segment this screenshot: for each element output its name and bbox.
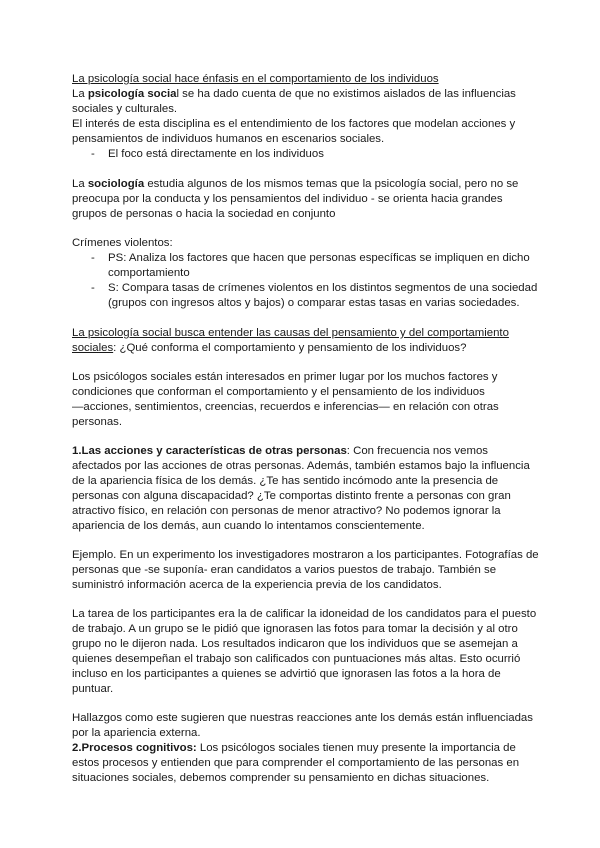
paragraph-line [72, 341, 466, 356]
paragraph-line: personas. [72, 416, 123, 428]
paragraph-line: Ejemplo. En un experimento los investigadores mostraron a los participantes. Fotografías de [72, 549, 539, 561]
section-heading: La psicología social hace énfasis en el comportamiento de los individuos [72, 73, 439, 85]
underlined-text: sociales [72, 342, 114, 354]
paragraph-line [72, 444, 488, 459]
paragraph-line: por la apariencia externa. [72, 727, 201, 739]
bold-heading: 2.Procesos cognitivos: [72, 742, 197, 754]
bullet-dash: - [91, 282, 95, 294]
bullet-dash: - [91, 148, 95, 160]
paragraph-line: personas que -se suponía- eran candidatos a varios puestos de trabajo. También se [72, 564, 497, 576]
bold-heading: 1.Las acciones y características de otras personas [72, 445, 347, 457]
text-run: estudia algunos de los mismos temas que la psicología social, pero no se [144, 178, 519, 190]
paragraph-line: situaciones sociales, debemos comprender su pensamiento en dichas situaciones. [72, 772, 490, 784]
paragraph-line: sociales y culturales. [72, 103, 178, 115]
paragraph-line: suministró información acerca de la experiencia previa de los candidatos. [72, 579, 442, 591]
section-heading: La psicología social busca entender las causas del pensamiento y del comportamiento [72, 327, 509, 339]
text-run: La [72, 178, 88, 190]
paragraph-line: El interés de esta disciplina es el entendimiento de los factores que modelan acciones y [72, 118, 516, 130]
paragraph-line: personas con alguna discapacidad? ¿Te comportas distinto frente a personas con gran [72, 490, 511, 502]
paragraph-line: de trabajo. A un grupo se le pidió que ignorasen las fotos para tomar la decisión y al otro [72, 623, 518, 635]
bullet-dash: - [91, 252, 95, 264]
bullet-item-continuation: comportamiento [108, 267, 190, 279]
text-run: La [72, 88, 88, 100]
bold-term: psicología socia [87, 88, 177, 100]
paragraph-line: afectados por las acciones de otras personas. Además, también estamos bajo la influencia [72, 460, 530, 472]
paragraph-line: quienes desempeñan el trabajo son calificados con puntuaciones más altas. Esto ocurrió [72, 653, 521, 665]
paragraph-line: pensamientos de individuos humanos en escenarios sociales. [72, 133, 385, 145]
paragraph-line: condiciones que conforman el comportamiento y el pensamiento de los individuos [72, 386, 485, 398]
paragraph-line: La tarea de los participantes era la de calificar la idoneidad de los candidatos para el puesto [72, 608, 537, 620]
paragraph-line: preocupa por la conducta y los pensamientos del individuo - se orienta hacia grandes [72, 193, 503, 205]
paragraph-line: Los psicólogos sociales están interesados en primer lugar por los muchos factores y [72, 371, 498, 383]
paragraph-line [72, 741, 516, 756]
paragraph-line: atractivo físico, en relación con personas de menor atractivo? No podemos ignorar la [72, 505, 501, 517]
list-title: Crímenes violentos: [72, 237, 173, 249]
paragraph-line: —acciones, sentimientos, creencias, recuerdos e inferencias— en relación con otras [72, 401, 499, 413]
paragraph-line: estos procesos y entienden que para comprender el comportamiento de las personas en [72, 757, 520, 769]
bullet-item: El foco está directamente en los individuos [108, 148, 324, 160]
text-run: Los psicólogos sociales tienen muy presente la importancia de [196, 742, 516, 754]
text-run: : ¿Qué conforma el comportamiento y pensamiento de los individuos? [113, 342, 467, 354]
paragraph-line [72, 177, 518, 192]
text-run: : Con frecuencia nos vemos [346, 445, 488, 457]
bold-term: sociología [87, 178, 145, 190]
paragraph-line: apariencia de los demás, aun cuando lo intentamos conscientemente. [72, 520, 425, 532]
paragraph-line: puntuar. [72, 683, 114, 695]
paragraph-line: de la apariencia física de los demás. ¿Te has sentido incómodo ante la presencia de [72, 475, 499, 487]
bullet-item: PS: Analiza los factores que hacen que personas específicas se impliquen en dicho [108, 252, 530, 264]
paragraph-line [72, 87, 516, 102]
text-run: l se ha dado cuenta de que no existimos aislados de las influencias [176, 88, 516, 100]
bullet-item-continuation: (grupos con ingresos altos y bajos) o comparar estas tasas en varias sociedades. [108, 297, 520, 309]
paragraph-line: Hallazgos como este sugieren que nuestras reacciones ante los demás están influenciadas [72, 712, 533, 724]
paragraph-line: grupos de personas o hacia la sociedad en conjunto [72, 208, 336, 220]
paragraph-line: grupo no le dijeron nada. Los resultados indicaron que los individuos que se asemejan a [72, 638, 518, 650]
bullet-item: S: Compara tasas de crímenes violentos en los distintos segmentos de una sociedad [108, 282, 538, 294]
paragraph-line: incluso en los participantes a quienes se advirtió que ignorasen las fotos a la hora de [72, 668, 501, 680]
